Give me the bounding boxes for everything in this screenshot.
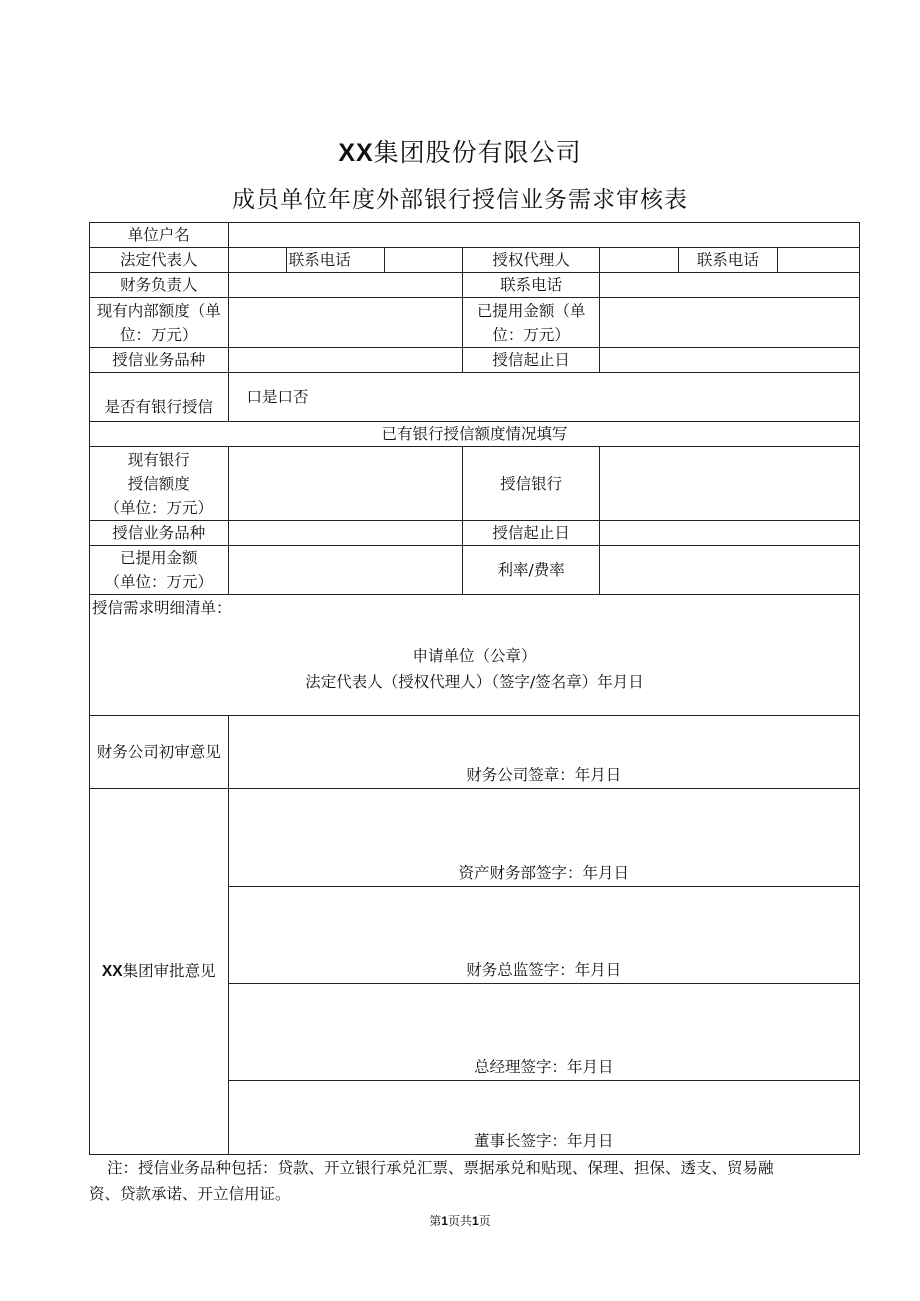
page-suffix: 页 [478,1214,491,1228]
credit-period-label: 授信起止日 [463,348,600,373]
credit-period-label-2: 授信起止日 [463,521,600,546]
finance-company-sign: 财务公司签章：年月日 [466,766,622,784]
credit-period-field-2[interactable] [599,521,859,546]
legal-rep-field[interactable] [228,248,286,273]
authorized-agent-field[interactable] [599,248,678,273]
row-finance-company [90,716,860,789]
existing-quota-label-line2: 授信额度 [127,474,190,493]
rate-label: 利率/费率 [463,546,600,595]
group-approval-text: 集团审批意见 [122,962,216,980]
existing-quota-field[interactable] [228,447,463,521]
asset-finance-sign: 资产财务部签字：年月日 [458,864,630,882]
company-prefix: XX [338,139,374,167]
credit-type-label-2: 授信业务品种 [90,521,229,546]
note-line1: 注：授信业务品种包括：贷款、开立银行承兑汇票、票据承兑和贴现、保理、担保、透支、贸易融 [107,1159,774,1177]
contact-phone-field-3[interactable] [599,273,859,298]
used-amount2-label [90,546,229,595]
existing-quota-label-line1: 现有银行 [127,450,190,469]
company-name: 集团股份有限公司 [373,138,582,167]
applicant-seal: 申请单位（公章） [412,647,537,665]
row-demand-list [90,595,860,716]
used-amount-field[interactable] [599,298,859,348]
existing-quota-label-line3: （单位：万元） [104,498,214,517]
internal-quota-label [90,298,229,348]
row-existing-quota [90,447,860,521]
internal-quota-label-line1: 现有内部额度（单 [96,301,221,320]
existing-section-title: 已有银行授信额度情况填写 [90,422,860,447]
finance-company-opinion[interactable] [228,716,859,789]
contact-phone-label: 联系电话 [286,248,384,273]
chairman-sign: 董事长签字：年月日 [474,1132,614,1150]
used-amount2-label-line2: （单位：万元） [104,573,214,591]
row-credit-type [90,348,860,373]
used-amount2-field[interactable] [228,546,463,595]
legal-rep-label: 法定代表人 [90,248,229,273]
row-existing-section [90,422,860,447]
authorized-agent-label: 授权代理人 [463,248,600,273]
chairman-opinion[interactable] [228,1081,859,1155]
used-amount-label-line2: 位：万元） [492,325,570,344]
demand-list-label: 授信需求明细清单： [92,599,232,617]
page-number: 1 [441,1214,448,1228]
row-has-bank-credit [90,373,860,422]
cfo-opinion[interactable] [228,887,859,984]
row-unit-name [90,223,860,248]
row-credit-type-2 [90,521,860,546]
contact-phone-label-2: 联系电话 [679,248,777,273]
approval-form-table [89,222,860,1155]
internal-quota-field[interactable] [228,298,463,348]
finance-company-label: 财务公司初审意见 [90,716,229,789]
unit-name-field[interactable] [228,223,859,248]
page-prefix: 第 [429,1214,442,1228]
page-total: 1 [472,1214,479,1228]
group-approval-prefix: XX [101,963,123,980]
used-amount-label [463,298,600,348]
unit-name-label: 单位户名 [90,223,229,248]
asset-finance-opinion[interactable] [228,789,859,887]
existing-quota-label [90,447,229,521]
cfo-sign: 财务总监签字：年月日 [466,961,622,979]
finance-head-field[interactable] [228,273,463,298]
contact-phone-label-3: 联系电话 [463,273,600,298]
form-title: 成员单位年度外部银行授信业务需求审核表 [232,187,688,213]
credit-type-field-2[interactable] [228,521,463,546]
applicant-sign: 法定代表人（授权代理人）（签字/签名章）年月日 [305,673,644,691]
note-line2: 资、贷款承诺、开立信用证。 [89,1185,291,1203]
credit-bank-label: 授信银行 [463,447,600,521]
credit-bank-field[interactable] [599,447,859,521]
has-bank-credit-options[interactable]: 口是口否 [228,373,859,422]
used-amount2-label-line1: 已提用金额 [120,549,198,567]
finance-head-label: 财务负责人 [90,273,229,298]
page-mid: 页共 [447,1214,472,1228]
row-asset-finance [90,789,860,887]
demand-list-cell[interactable] [90,595,860,716]
contact-phone-field-2[interactable] [777,248,859,273]
credit-type-label: 授信业务品种 [90,348,229,373]
page-footer [0,1212,920,1229]
has-bank-credit-label: 是否有银行授信 [90,373,229,422]
row-used-amount-2 [90,546,860,595]
credit-type-field[interactable] [228,348,463,373]
internal-quota-label-line2: 位：万元） [120,325,198,344]
rate-field[interactable] [599,546,859,595]
gm-opinion[interactable] [228,984,859,1081]
gm-sign: 总经理签字：年月日 [474,1058,614,1076]
row-internal-quota [90,298,860,348]
form-note [89,1155,847,1207]
company-title [0,133,920,169]
used-amount-label-line1: 已提用金额（单 [476,301,586,320]
credit-period-field[interactable] [599,348,859,373]
row-legal-rep [90,248,860,273]
row-finance-head [90,273,860,298]
contact-phone-field[interactable] [385,248,463,273]
group-approval-label [90,789,229,1155]
